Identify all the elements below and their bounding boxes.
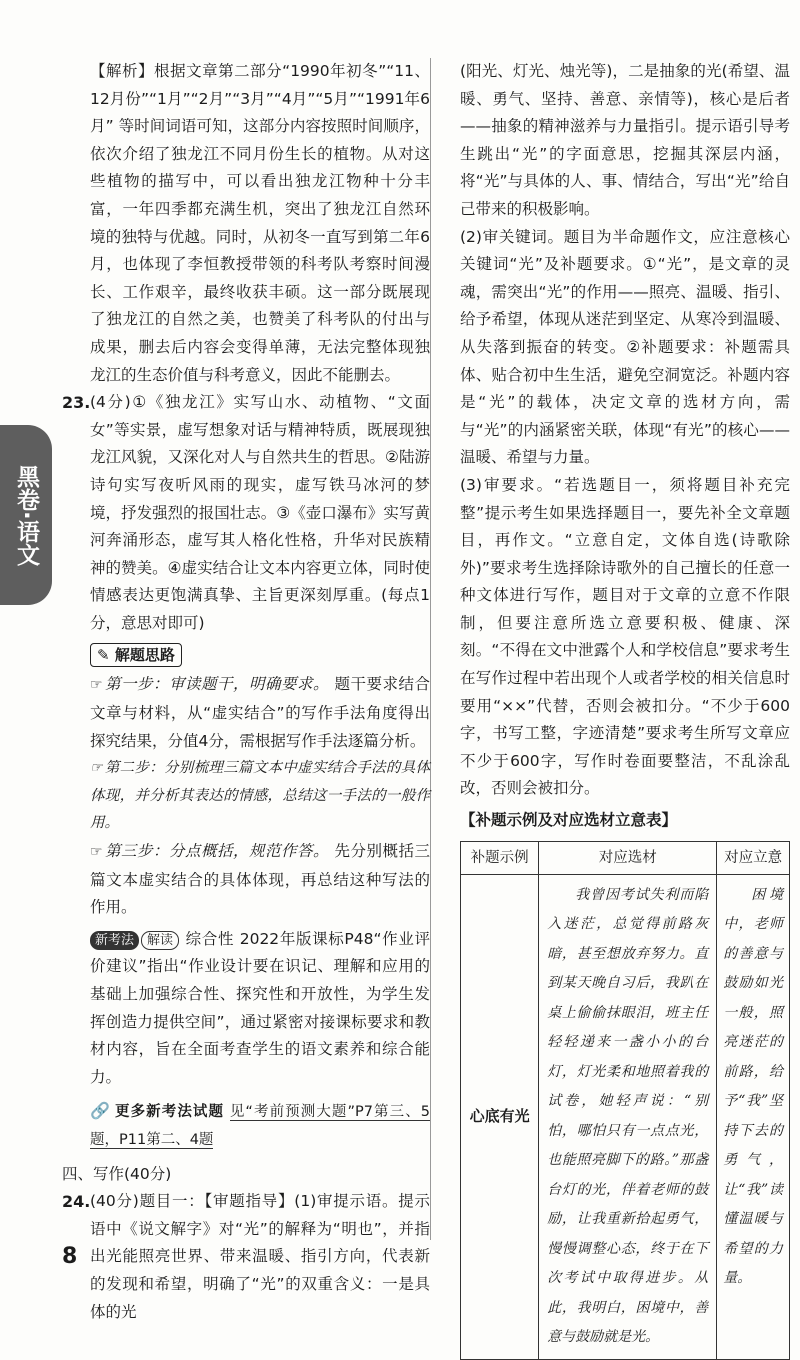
pointing-hand-icon: ☞ [90,677,103,694]
interpretation-badge: 解读 [141,931,179,950]
link-icon: 🔗 [90,1101,112,1121]
example-table [460,841,790,1360]
table-header: 对应选材 [539,841,717,874]
thinking-heading-label: 解题思路 [114,646,175,665]
question-23-answer: (4分)①《独龙江》实写山水、动植物、“文面女”等实景，虚写想象对话与精神特质，既展现独龙江风貌，又深化对人与自然共生的哲思。②陆游诗句实写夜听风雨的现实，虚写铁马冰河的梦境，抒发强烈的报国壮志。③《壶口瀑布》实写黄河奔涌形态，虚写其人格化性格，升华对民族精神的赞美。④虚实结合让文本内容更立体，同时使情感表达更饱满真挚、主旨更深刻厚重。(每点1分，意思对即可) [90,393,430,632]
left-column [62,58,431,1321]
page-number: 8 [62,1244,78,1269]
step-3-title: 第三步：分点概括，规范作答。 [104,842,330,861]
question-number: 24. [62,1192,91,1212]
step-3 [62,838,430,922]
paragraph-2: (2)审关键词。题目为半命题作文，应注意核心关键词“光”及补题要求。①“光”，是文章的灵魂，需突出“光”的作用——照亮、温暖、指引、给予希望，体现从迷茫到坚定、从寒冷到温暖、从失落到振奋的转变。②补题要求：补题需具体、贴合初中生生活，避免空洞宽泛。补题内容是“光”的载体，决定文章的选材方向，需与“光”的内涵紧密关联，体现“有光”的核心——温暖、希望与力量。 [460,227,790,467]
question-number: 23. [62,393,91,413]
analysis-paragraph: 【解析】根据文章第二部分“1990年初冬”“11、12月份”“1月”“2月”“3月”“4月”“5月”“1991年6月” 等时间词语可知，这部分内容按照时间顺序，依次介绍了独龙江不同月份生长的植物。从对这些植物的描写中，可以看出独龙江物种十分丰富，一年四季都充满生机，突出了独龙江自然环境的独特与优越。同时，从初冬一直写到第二年6月，也体现了李恒教授带领的科考队考察时间漫长、工作艰辛，最终收获丰硕。这一部分既展现了独龙江的自然之美，也赞美了科考队的付出与成果，删去后内容会变得单薄，无法完整体现独龙江的生态价值与科考意义，因此不能删去。 [90,62,430,384]
section-heading: 四、写作(40分) [62,1164,172,1183]
step-1-title: 第一步：审读题干，明确要求。 [104,675,330,694]
thinking-heading [90,643,182,667]
question-23 [62,389,430,637]
table-title: 【补题示例及对应选材立意表】 [460,811,678,830]
question-24 [62,1188,430,1326]
step-1 [62,671,430,755]
table-header: 补题示例 [461,841,539,874]
more-questions [62,1097,430,1154]
idea-cell: 困境中，老师的善意与鼓励如光一般，照亮迷茫的前路，给予“我”坚持下去的勇气，让“我”读懂温暖与希望的力量。 [717,874,790,1359]
new-exam-text: 综合性 2022年版课标P48“作业评价建议”指出“作业设计要在识记、理解和应用的基础上加强综合性、探究性和开放性，为学生发挥创造力提供空间”，通过紧密对接课标要求和教材内容，旨在全面考查学生的语文素养和综合能力。 [90,929,430,1086]
step-2-text: 第二步：分别梳理三篇文本中虚实结合手法的具体体现，并分析其表达的情感，总结这一手法的一般作用。 [90,760,430,832]
paragraph-1: (阳光、灯光、烛光等)，二是抽象的光(希望、温暖、勇气、坚持、善意、亲情等)，核心是后者——抽象的精神滋养与力量指引。提示语引导考生跳出“光”的字面意思，挖掘其深层内涵，将“光”与具体的人、事、情结合，写出“光”给自己带来的积极影响。 [460,62,790,218]
edit-icon: ✎ [97,646,110,665]
step-2 [62,755,430,838]
pointing-hand-icon: ☞ [90,760,103,777]
example-title-cell: 心底有光 [461,874,539,1359]
pointing-hand-icon: ☞ [90,844,103,861]
step-3-text: 先分别概括三篇文本虚实结合的具体体现，再总结这种写法的作用。 [90,842,430,917]
right-column [460,58,790,1360]
more-questions-title: 更多新考法试题 [115,1104,225,1121]
paragraph-3: (3)审要求。“若选题目一，须将题目补充完整”提示考生如果选择题目一，要先补全文章题目，再作文。“立意自定，文体自选(诗歌除外)”要求考生选择除诗歌外的自己擅长的任意一种文体进行写作，题目对于文章的立意不作限制，但要注意所选立意要积极、健康、深刻。“不得在文中泄露个人和学校信息”要求考生在写作过程中若出现个人或者学校的相关信息时要用“××”代替，否则会被扣分。“不少于600字，书写工整，字迹清楚”要求考生所写文章应不少于600字，写作时卷面要整洁，不乱涂乱改，否则会被扣分。 [460,475,790,798]
table-row [461,874,790,1359]
step-1-text: 题干要求结合文章与材料，从“虚实结合”的写作手法角度得出探究结果，分值4分，需根据写作手法逐篇分析。 [90,675,430,750]
new-exam-note [62,926,430,1092]
more-questions-text: 见“考前预测大题”P7第三、5题，P11第二、4题 [90,1104,431,1148]
table-header-row [461,841,790,874]
question-24-answer: (40分)题目一：【审题指导】(1)审提示语。提示语中《说文解字》对“光”的解释为“明也”，并指出光能照亮世界、带来温暖、指引方向，代表新的发现和希望，明确了“光”的双重含义：一是具体的光 [90,1192,430,1321]
side-tab-label: 黑卷·语文 [0,425,52,605]
table-header: 对应立意 [717,841,790,874]
material-cell: 我曾因考试失利而陷入迷茫，总觉得前路灰暗，甚至想放弃努力。直到某天晚自习后，我趴在桌上偷偷抹眼泪，班主任轻轻递来一盏小小的台灯，灯光柔和地照着我的试卷，她轻声说：“别怕，哪怕只有一点点光，也能照亮脚下的路。”那盏台灯的光，伴着老师的鼓励，让我重新拾起勇气，慢慢调整心态，终于在下次考试中取得进步。从此，我明白，困境中，善意与鼓励就是光。 [539,874,717,1359]
new-exam-badge: 新考法 [90,931,139,950]
